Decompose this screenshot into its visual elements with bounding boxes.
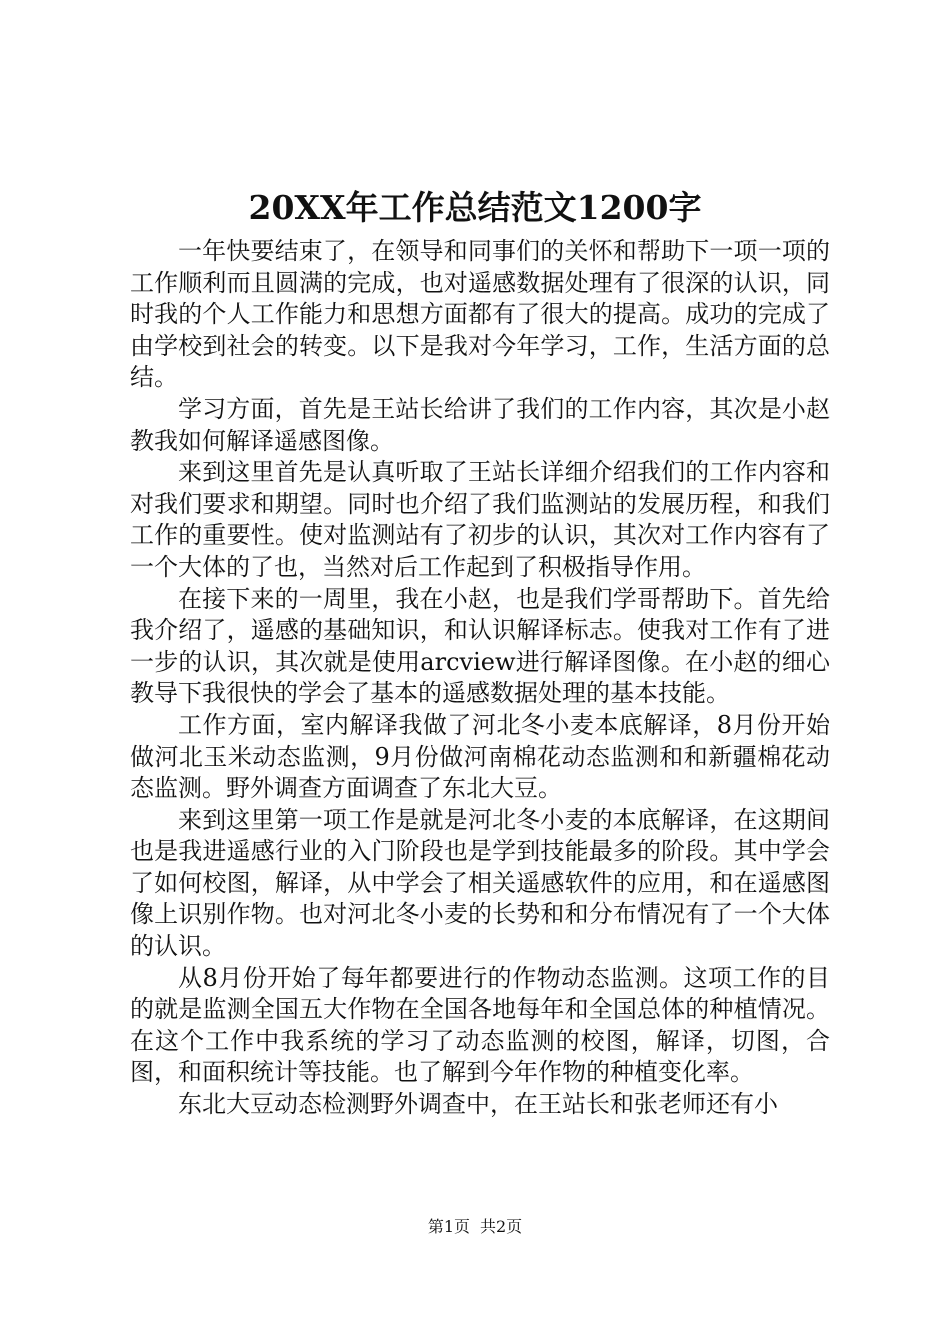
page-number-current: 第1页 — [427, 1217, 470, 1236]
paragraph: 来到这里首先是认真听取了王站长详细介绍我们的工作内容和对我们要求和期望。同时也介绍了我们监测站的发展历程，和我们工作的重要性。使对监测站有了初步的认识，其次对工作内容有了一个大体的了也，当然对后工作起到了积极指导作用。 — [130, 458, 830, 581]
paragraph: 一年快要结束了，在领导和同事们的关怀和帮助下一项一项的工作顺利而且圆满的完成，也对遥感数据处理有了很深的认识，同时我的个人工作能力和思想方面都有了很大的提高。成功的完成了由学校到社会的转变。以下是我对今年学习，工作，生活方面的总结。 — [130, 237, 830, 392]
page-number-total: 共2页 — [480, 1217, 523, 1236]
paragraph: 学习方面，首先是王站长给讲了我们的工作内容，其次是小赵教我如何解译遥感图像。 — [130, 394, 830, 455]
paragraph: 工作方面，室内解译我做了河北冬小麦本底解译，8月份开始做河北玉米动态监测，9月份做河南棉花动态监测和和新疆棉花动态监测。野外调查方面调查了东北大豆。 — [130, 710, 830, 803]
document-body — [130, 236, 830, 1121]
page-footer — [0, 1216, 950, 1238]
paragraph: 来到这里第一项工作是就是河北冬小麦的本底解译，在这期间也是我进遥感行业的入门阶段也是学到技能最多的阶段。其中学会了如何校图，解译，从中学会了相关遥感软件的应用，和在遥感图像上识别作物。也对河北冬小麦的长势和和分布情况有了一个大体的认识。 — [130, 805, 830, 961]
paragraph: 从8月份开始了每年都要进行的作物动态监测。这项工作的目的就是监测全国五大作物在全国各地每年和全国总体的种植情况。在这个工作中我系统的学习了动态监测的校图，解译，切图，合图，和面积统计等技能。也了解到今年作物的种植变化率。 — [130, 963, 830, 1087]
paragraph: 东北大豆动态检测野外调查中，在王站长和张老师还有小 — [178, 1090, 778, 1119]
document-title: 20XX年工作总结范文1200字 — [248, 188, 702, 227]
paragraph: 在接下来的一周里，我在小赵，也是我们学哥帮助下。首先给我介绍了，遥感的基础知识，和认识解译标志。使我对工作有了进一步的认识，其次就是使用arcview进行解译图像。在小赵的细心教导下我很快的学会了基本的遥感数据处理的基本技能。 — [130, 584, 830, 708]
